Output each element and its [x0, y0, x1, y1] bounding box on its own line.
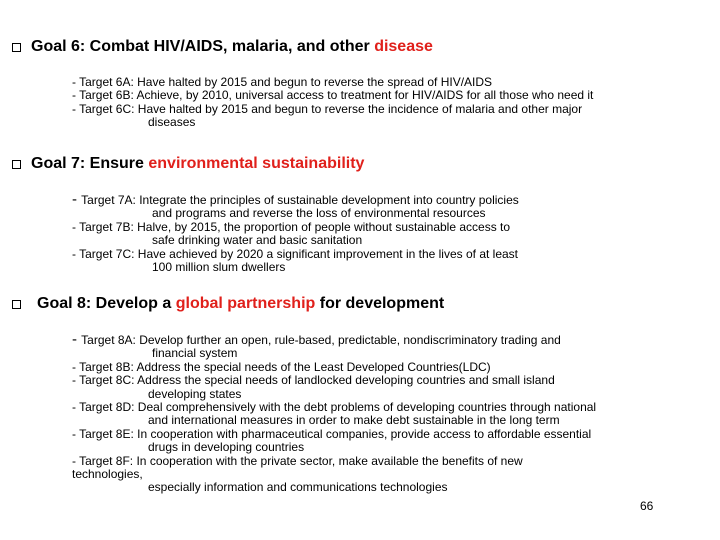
- goal-6-heading: [12, 38, 433, 56]
- goal-7-targets: [72, 193, 519, 274]
- goal-8-heading: [12, 295, 444, 313]
- target-6c: - Target 6C: Have halted by 2015 and begun to reverse the incidence of malaria and other major: [72, 101, 583, 116]
- target-7a-continued: and programs and reverse the loss of environmental resources: [152, 206, 486, 221]
- target-8f: - Target 8F: In cooperation with the private sector, make available the benefits of new: [72, 453, 523, 468]
- target-8c-continued: developing states: [148, 386, 242, 401]
- target-6a: - Target 6A: Have halted by 2015 and begun to reverse the spread of HIV/AIDS: [72, 75, 493, 89]
- target-8f-wrap: technologies,: [72, 467, 143, 482]
- target-8a: - Target 8A: Develop further an open, rule-based, predictable, nondiscriminatory trading and: [72, 331, 561, 348]
- target-7c: - Target 7C: Have achieved by 2020 a significant improvement in the lives of at least: [72, 246, 519, 261]
- target-7b-continued: safe drinking water and basic sanitation: [152, 233, 363, 248]
- goal-7-heading: [12, 155, 364, 173]
- target-8e-continued: drugs in developing countries: [148, 440, 305, 455]
- checkbox-bullet-icon: [12, 160, 21, 169]
- target-7a: - Target 7A: Integrate the principles of sustainable development into country policies: [72, 191, 519, 208]
- target-8f-continued: especially information and communications technologies: [148, 480, 448, 495]
- page-number: 66: [640, 499, 654, 513]
- checkbox-bullet-icon: [12, 43, 21, 52]
- goal-8-tail: for development: [315, 295, 445, 312]
- goal-8-highlight: global partnership: [175, 295, 316, 312]
- target-7b: - Target 7B: Halve, by 2015, the proportion of people without sustainable access to: [72, 219, 511, 234]
- target-8c: - Target 8C: Address the special needs of landlocked developing countries and small island: [72, 373, 555, 388]
- target-6c-continued: diseases: [148, 115, 196, 130]
- goal-8-lead: Goal 8: Develop a: [37, 295, 176, 312]
- target-8a-continued: financial system: [152, 346, 238, 361]
- target-6b: - Target 6B: Achieve, by 2010, universal access to treatment for HIV/AIDS for all those who need it: [72, 88, 594, 103]
- target-8d-continued: and international measures in order to make debt sustainable in the long term: [148, 413, 560, 428]
- target-7c-continued: 100 million slum dwellers: [152, 260, 286, 275]
- goal-8-targets: [72, 333, 596, 495]
- target-8b: - Target 8B: Address the special needs of the Least Developed Countries(LDC): [72, 359, 491, 374]
- target-8e: - Target 8E: In cooperation with pharmaceutical companies, provide access to affordable essential: [72, 426, 592, 441]
- goal-7-lead: Goal 7: Ensure: [31, 155, 149, 172]
- checkbox-bullet-icon: [12, 300, 21, 309]
- target-8d: - Target 8D: Deal comprehensively with the debt problems of developing countries through national: [72, 400, 597, 415]
- goal-6-targets: [72, 76, 593, 130]
- goal-6-lead: Goal 6: Combat HIV/AIDS, malaria, and other: [31, 38, 375, 55]
- goal-7-highlight: environmental sustainability: [148, 155, 365, 172]
- goal-6-highlight: disease: [374, 38, 433, 55]
